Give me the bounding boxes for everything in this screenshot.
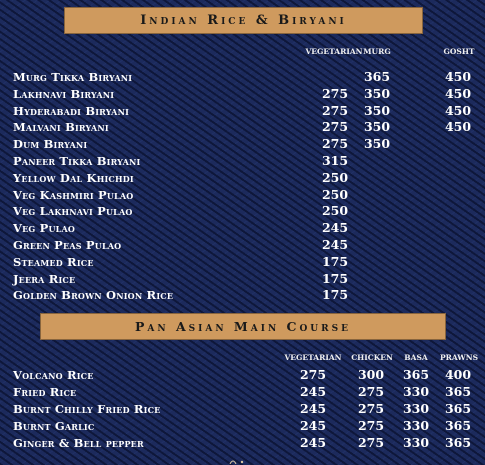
price-veg: 245	[321, 220, 349, 236]
menu-item-name: Veg Pulao	[13, 221, 76, 236]
price-basa: 330	[402, 418, 430, 433]
menu-item-row	[0, 368, 485, 385]
menu-item-row	[0, 70, 485, 87]
logo-fragment-icon	[200, 456, 260, 464]
price-gosht: 450	[444, 85, 472, 101]
menu-item-name: Veg Lakhnavi Pulao	[13, 204, 133, 219]
price-veg: 175	[321, 287, 349, 303]
price-murg: 365	[363, 69, 391, 84]
menu-item-name: Jeera Rice	[13, 271, 76, 286]
column-header-murg: MURG	[363, 47, 391, 56]
menu-item-row	[0, 221, 485, 238]
price-prawns: 365	[444, 418, 472, 433]
price-veg: 275	[321, 85, 349, 101]
price-chicken: 300	[357, 367, 385, 382]
price-basa: 330	[402, 435, 430, 450]
menu-item-name: Veg Kashmiri Pulao	[13, 187, 134, 202]
price-gosht: 450	[444, 119, 472, 135]
price-veg: 250	[321, 186, 349, 202]
column-header-vegetarian: VEGETARIAN	[284, 353, 342, 362]
menu-item-name: Steamed Rice	[13, 254, 94, 269]
price-prawns: 400	[444, 367, 472, 382]
menu-item-name: Paneer Tikka Biryani	[13, 154, 141, 168]
price-basa: 365	[402, 367, 430, 382]
price-murg: 350	[363, 119, 391, 135]
menu-item-row	[0, 255, 485, 272]
menu-item-name: Ginger & Bell pepper	[13, 436, 144, 450]
menu-item-name: Burnt Garlic	[13, 419, 95, 433]
column-header-chicken: CHICKEN	[351, 353, 393, 362]
price-murg: 350	[363, 85, 391, 101]
price-chicken: 275	[357, 418, 385, 433]
price-veg: 175	[321, 253, 349, 269]
price-gosht: 450	[444, 69, 472, 84]
menu-item-row	[0, 137, 485, 154]
section-banner-indian-rice	[64, 7, 423, 34]
menu-item-row	[0, 419, 485, 436]
column-header-vegetarian: VEGETARIAN	[305, 47, 363, 56]
menu-item-row	[0, 154, 485, 171]
menu-item-row	[0, 188, 485, 205]
menu-item-row	[0, 104, 485, 121]
price-veg: 245	[299, 384, 327, 399]
price-gosht: 450	[444, 102, 472, 118]
menu-item-row	[0, 385, 485, 402]
price-murg: 350	[363, 136, 391, 152]
menu-item-row	[0, 171, 485, 188]
price-veg: 275	[321, 119, 349, 135]
price-prawns: 365	[444, 435, 472, 450]
price-veg: 315	[321, 153, 349, 168]
menu-item-name: Green Peas Pulao	[13, 238, 122, 252]
price-veg: 245	[299, 435, 327, 450]
price-veg: 275	[321, 136, 349, 152]
price-chicken: 275	[357, 401, 385, 416]
column-header-prawns: PRAWNS	[439, 353, 478, 362]
column-header-gosht: GOSHT	[443, 47, 475, 56]
price-veg: 175	[321, 270, 349, 286]
price-basa: 330	[402, 384, 430, 399]
menu-item-name: Yellow Dal Khichdi	[13, 170, 134, 185]
price-prawns: 365	[444, 401, 472, 416]
menu-item-row	[0, 436, 485, 453]
price-veg: 245	[299, 401, 327, 416]
price-murg: 350	[363, 102, 391, 118]
menu-item-row	[0, 272, 485, 289]
menu-item-name: Murg Tikka Biryani	[13, 70, 133, 84]
column-header-basa: BASA	[404, 353, 428, 362]
section-title: Pan Asian Main Course	[134, 319, 351, 334]
menu-item-row	[0, 402, 485, 419]
menu-item-row	[0, 288, 485, 305]
menu-item-name: Lakhnavi Biryani	[13, 86, 115, 101]
menu-item-name: Burnt Chilly Fried Rice	[13, 402, 161, 416]
price-basa: 330	[402, 401, 430, 416]
price-veg: 250	[321, 203, 349, 219]
price-chicken: 275	[357, 435, 385, 450]
price-veg: 275	[299, 367, 327, 382]
price-veg: 245	[321, 237, 349, 252]
section-banner-pan-asian	[40, 313, 446, 340]
menu-item-name: Volcano Rice	[13, 368, 94, 382]
price-chicken: 275	[357, 384, 385, 399]
price-veg: 275	[321, 102, 349, 118]
price-veg: 245	[299, 418, 327, 433]
menu-item-name: Fried Rice	[13, 385, 77, 399]
section-title: Indian Rice & Biryani	[140, 13, 347, 28]
menu-item-row	[0, 238, 485, 255]
price-prawns: 365	[444, 384, 472, 399]
menu-item-name: Malvani Biryani	[13, 120, 109, 135]
price-veg: 250	[321, 169, 349, 185]
menu-item-name: Dum Biryani	[13, 137, 88, 152]
menu-item-row	[0, 120, 485, 137]
menu-item-name: Hyderabadi Biryani	[13, 103, 130, 118]
menu-item-name: Golden Brown Onion Rice	[13, 288, 174, 303]
menu-item-row	[0, 204, 485, 221]
menu-item-row	[0, 87, 485, 104]
